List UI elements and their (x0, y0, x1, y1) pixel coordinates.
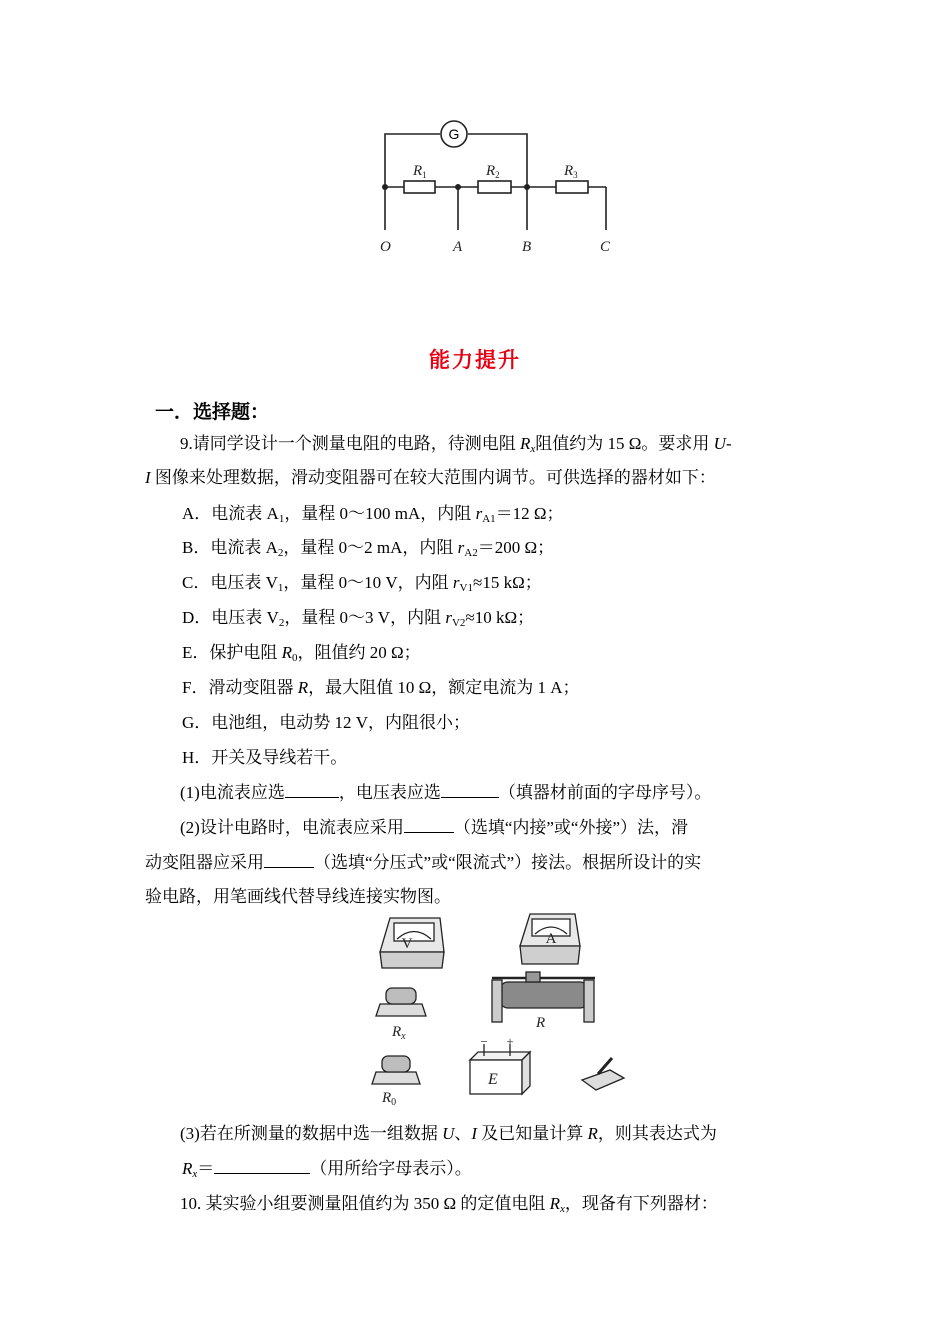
battery-icon (470, 1044, 530, 1094)
resistor-r3 (556, 181, 588, 193)
svg-text:A: A (545, 931, 557, 947)
answer-blank[interactable] (404, 816, 454, 833)
option-d: D．电压表 $V_2$，量程 0～3 V，内阻 $r_{V2}\approx 10$ kΩ； (182, 608, 535, 629)
option-h: H．开关及导线若干。 (182, 748, 348, 767)
q9-part2-line1: (2)设计电路时，电流表应采用 （选填“内接”或“外接”）法，滑 (180, 818, 689, 837)
svg-text:−: − (480, 1034, 488, 1049)
answer-blank[interactable] (285, 781, 339, 798)
r-label: R (536, 1015, 546, 1031)
answer-blank[interactable] (441, 781, 499, 798)
answer-blank[interactable] (214, 1157, 310, 1174)
section-heading: 能力提升 (429, 348, 521, 372)
svg-text:+: + (506, 1034, 514, 1049)
option-e: E．保护电阻 $R_0$，阻值约 20 Ω； (182, 643, 421, 664)
answer-blank[interactable] (264, 851, 314, 868)
r0-label: $R_0$ (382, 1090, 397, 1108)
q9-stem-line1: 9.请同学设计一个测量电阻的电路，待测电阻 $R_x$阻值约为 15 Ω。要求用 U- (180, 434, 732, 455)
q9-part2-line3: 验电路，用笔画线代替导线连接实物图。 (145, 887, 451, 906)
option-c: C．电压表 $V_1$，量程 0～10 V，内阻 $r_{V1}\approx 15$ kΩ； (182, 573, 542, 594)
switch-icon (582, 1058, 624, 1090)
option-g: G．电池组，电动势 12 V，内阻很小； (182, 713, 471, 732)
resistor-r0-icon (372, 1056, 420, 1084)
resistor-rx-icon (376, 988, 426, 1016)
q9-part3-line2: $R_x=$ （用所给字母表示）。 (182, 1159, 472, 1180)
option-b: B．电流表 $A_2$，量程 0～2 mA，内阻 $r_{A2}=200$ Ω； (182, 538, 555, 559)
q9-part3-line1: (3)若在所测量的数据中选一组数据 U、I 及已知量计算 R，则其表达式为 (180, 1124, 717, 1143)
q9-part1: (1)电流表应选 ，电压表应选 （填器材前面的字母序号）。 (180, 783, 712, 802)
r2-label: $R_2$ (486, 163, 500, 180)
galvanometer-label: G (448, 126, 460, 142)
svg-text:V: V (401, 936, 413, 952)
e-label: E (488, 1071, 498, 1088)
r3-label: $R_3$ (564, 163, 578, 180)
terminal-c: C (600, 239, 611, 255)
resistor-r1 (404, 181, 435, 193)
option-f: F．滑动变阻器 R，最大阻值 10 Ω，额定电流为 1 A； (182, 678, 580, 697)
option-a: A．电流表 $A_1$，量程 0～100 mA，内阻 $r_{A1}=12$ Ω； (182, 504, 564, 525)
apparatus-figure (370, 912, 640, 1112)
section-title: 一．选择题： (155, 401, 270, 423)
r1-label: $R_1$ (413, 163, 427, 180)
q10-stem: 10. 某实验小组要测量阻值约为 350 Ω 的定值电阻 $R_x$，现备有下列器材： (180, 1194, 718, 1215)
terminal-b: B (522, 239, 532, 255)
circuit-diagram (370, 115, 630, 260)
terminal-a: A (453, 239, 463, 255)
resistor-r2 (478, 181, 511, 193)
q9-part2-line2: 动变阻器应采用 （选填“分压式”或“限流式”）接法。根据所设计的实 (145, 853, 702, 872)
q9-stem-line2: I 图像来处理数据，滑动变阻器可在较大范围内调节。可供选择的器材如下： (145, 468, 716, 487)
rx-label: $R_x$ (392, 1024, 406, 1042)
terminal-o: O (380, 239, 391, 255)
